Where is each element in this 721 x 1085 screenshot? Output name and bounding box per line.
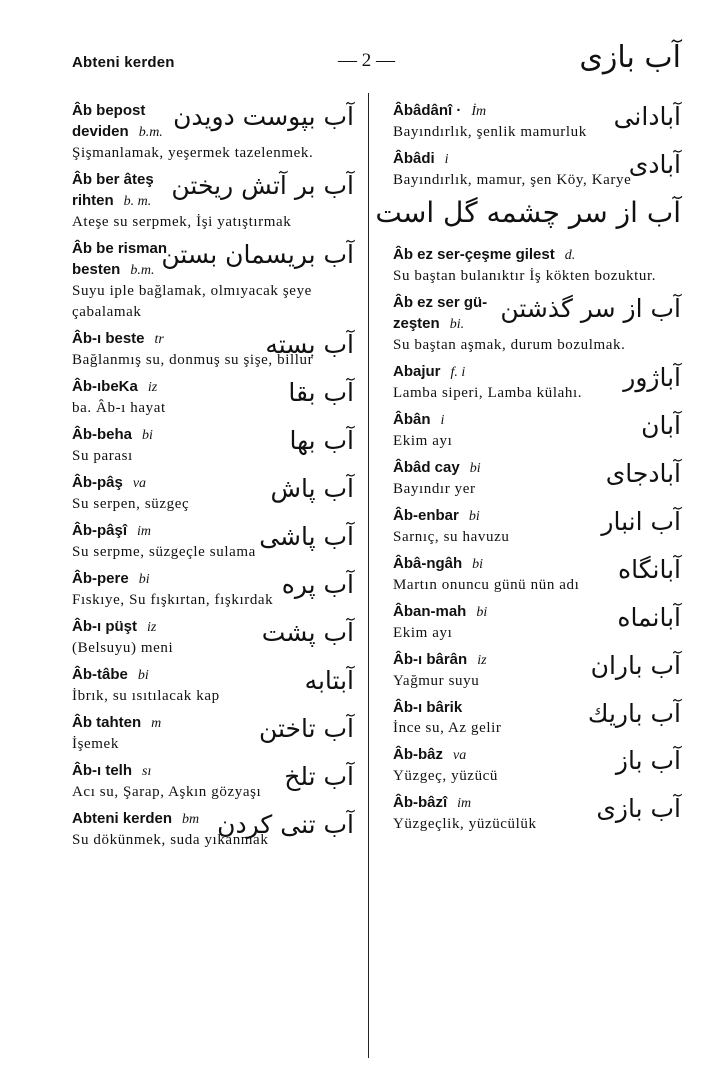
definition: Yüzgeçlik, yüzücülük	[393, 816, 537, 832]
dictionary-entry	[393, 505, 681, 548]
definition: Yüzgeç, yüzücü	[393, 768, 499, 784]
arabic-headword: آب پره	[281, 570, 354, 599]
headword-text: Âb-ıbeKa	[72, 378, 138, 395]
headword-text: Âb-pere	[72, 570, 129, 587]
dictionary-entry	[72, 664, 354, 707]
grammar-abbreviation: m	[151, 716, 162, 731]
dictionary-entry	[72, 712, 354, 755]
definition: İşemek	[72, 736, 119, 752]
dictionary-entry	[393, 744, 681, 787]
headword-text: Âb bepost	[72, 102, 146, 119]
headword-text: Âb-enbar	[393, 507, 459, 524]
grammar-abbreviation: d.	[564, 248, 576, 263]
arabic-headword: آبان	[641, 411, 681, 440]
headword-text: Âb-bâz	[393, 746, 443, 763]
arabic-headword: آب انبار	[601, 507, 681, 536]
dictionary-entry	[393, 148, 681, 191]
dictionary-entry	[393, 792, 681, 835]
dictionary-entry	[72, 520, 354, 563]
dictionary-entry	[393, 553, 681, 596]
dictionary-entry	[72, 169, 354, 233]
grammar-abbreviation: iz	[477, 653, 487, 668]
headword-text: Abteni kerden	[72, 810, 173, 827]
headword-text: Âbâdânî ·	[393, 102, 462, 119]
grammar-abbreviation: f. i	[450, 365, 466, 380]
dictionary-entry	[393, 361, 681, 404]
dictionary-entry	[393, 100, 681, 143]
grammar-abbreviation: İm	[471, 104, 487, 119]
column-divider	[368, 93, 369, 1058]
grammar-abbreviation: bi	[468, 509, 480, 524]
right-column	[375, 100, 681, 840]
dictionary-entry	[72, 238, 354, 323]
definition: Yağmur suyu	[393, 673, 480, 689]
arabic-headword: آب از سر گذشتن	[500, 294, 681, 323]
grammar-abbreviation: sı	[142, 764, 152, 779]
headword-text: Âb-ı bârân	[393, 651, 468, 668]
grammar-abbreviation: bm	[182, 812, 200, 827]
definition: Ateşe su serpmek, İşi yatıştırmak	[72, 214, 292, 230]
arabic-headword: آبادى	[628, 150, 681, 179]
grammar-abbreviation: i	[444, 152, 449, 167]
grammar-abbreviation: bi.	[449, 317, 465, 332]
page-number: — 2 —	[338, 50, 395, 71]
dictionary-entry	[393, 244, 681, 287]
definition: Şişmanlamak, yeşermek tazelenmek.	[72, 145, 314, 161]
definition: Su baştan bulanıktır İş kökten bozuktur.	[393, 268, 657, 284]
headword-text: Âbân	[393, 411, 431, 428]
headword-text: zeşten	[393, 315, 440, 332]
dictionary-entry	[393, 292, 681, 356]
headword-text: Âb-ı bârik	[393, 699, 463, 716]
arabic-headword: آب بقا	[288, 378, 354, 407]
definition: Acı su, Şarap, Aşkın gözyaşı	[72, 784, 262, 800]
dictionary-entry	[393, 409, 681, 452]
arabic-headword: آبانماه	[617, 603, 681, 632]
grammar-abbreviation: bi	[472, 557, 484, 572]
headword	[393, 244, 681, 266]
arabic-headword: آبتابه	[304, 666, 354, 695]
definition: Ekim ayı	[393, 625, 453, 641]
headword-text: Âb ez ser-çeşme gilest	[393, 246, 555, 263]
arabic-headword: آب پاشى	[259, 522, 354, 551]
dictionary-entry	[72, 376, 354, 419]
dictionary-entry	[375, 196, 681, 244]
headword-text: besten	[72, 261, 121, 278]
running-head: Abteni kerden	[72, 54, 175, 71]
headword-text: Âb-ı beste	[72, 330, 145, 347]
grammar-abbreviation: iz	[147, 620, 157, 635]
grammar-abbreviation: iz	[147, 380, 158, 395]
grammar-abbreviation: im	[457, 796, 472, 811]
arabic-headword: آب باز	[615, 746, 681, 775]
headword-text: Âb-tâbe	[72, 666, 128, 683]
arabic-headword: آب پشت	[261, 618, 354, 647]
definition: Su baştan aşmak, durum bozulmak.	[393, 337, 626, 353]
definition: Suyu iple bağlamak, olmıyacak şeye çabalamak	[72, 283, 312, 320]
headword-text: Âb-beha	[72, 426, 132, 443]
dictionary-entry	[72, 616, 354, 659]
headword-text: Âban-mah	[393, 603, 467, 620]
arabic-headword: آب بر آتش ريختن	[171, 171, 354, 200]
grammar-abbreviation: bi	[469, 461, 481, 476]
arabic-headword: آب باران	[590, 651, 681, 680]
definition: Sarnıç, su havuzu	[393, 529, 510, 545]
dictionary-entry	[72, 424, 354, 467]
definition: Bayındır yer	[393, 481, 476, 497]
arabic-headword: آب تاختن	[258, 714, 354, 743]
definition: Martın onuncu günü nün adı	[393, 577, 580, 593]
headword-text: Âb ber âteş	[72, 171, 154, 188]
arabic-headword: آب باريك	[587, 699, 681, 728]
headword-text: Âb-ı telh	[72, 762, 132, 779]
definition: Bayındırlık, şenlik mamurluk	[393, 124, 587, 140]
arabic-headword: آب تنى كردن	[217, 810, 354, 839]
headword-text: Âb-bâzî	[393, 794, 448, 811]
dictionary-entry	[72, 808, 354, 851]
grammar-abbreviation: va	[453, 748, 467, 763]
headword-text: Âbâ-ngâh	[393, 555, 463, 572]
grammar-abbreviation: va	[132, 476, 147, 491]
arabic-headword: آب تلخ	[284, 762, 354, 791]
definition: Su serpme, süzgeçle sulama	[72, 544, 256, 560]
headword-text: Âbâdi	[393, 150, 435, 167]
definition: Fıskıye, Su fışkırtan, fışkırdak	[72, 592, 274, 608]
headword-text: Âb-pâşî	[72, 522, 128, 539]
dictionary-entry	[72, 568, 354, 611]
arabic-headword: آبادانى	[613, 102, 681, 131]
arabic-headword: آباژور	[623, 363, 681, 392]
grammar-abbreviation: bi	[476, 605, 488, 620]
page-header	[72, 40, 681, 86]
headword-text: Abajur	[393, 363, 441, 380]
headword-text: deviden	[72, 123, 129, 140]
arabic-headword: آبانگاه	[617, 555, 681, 584]
grammar-abbreviation: b.m.	[130, 263, 155, 278]
definition: (Belsuyu) meni	[72, 640, 174, 656]
definition: ba. Âb-ı hayat	[72, 400, 166, 416]
grammar-abbreviation: b.m.	[138, 125, 163, 140]
left-column	[72, 100, 354, 856]
definition: İbrık, su ısıtılacak kap	[72, 688, 220, 704]
arabic-headword: آبادجاى	[605, 459, 681, 488]
arabic-headword: آب بها	[289, 426, 354, 455]
definition: Ekim ayı	[393, 433, 453, 449]
arabic-headword: آب پاش	[270, 474, 354, 503]
headword-text: Âb-pâş	[72, 474, 123, 491]
dictionary-entry	[393, 697, 681, 739]
dictionary-entry	[393, 649, 681, 692]
headword-text: Âbâd cay	[393, 459, 460, 476]
arabic-headword: آب بپوست دويدن	[173, 102, 354, 131]
grammar-abbreviation: bi	[142, 428, 153, 443]
dictionary-entry	[72, 328, 354, 371]
headword-text: Âb be risman	[72, 240, 168, 257]
definition: Su dökünmek, suda yıkanmak	[72, 832, 269, 848]
dictionary-entry	[72, 100, 354, 164]
dictionary-entry	[72, 472, 354, 515]
dictionary-entry	[72, 760, 354, 803]
headword	[393, 409, 681, 431]
definition: İnce su, Az gelir	[393, 720, 502, 736]
grammar-abbreviation: bi	[138, 572, 150, 587]
definition: Bayındırlık, mamur, şen Köy, Karye	[393, 172, 632, 188]
grammar-abbreviation: im	[137, 524, 152, 539]
definition: Lamba siperi, Lamba külahı.	[393, 385, 583, 401]
headword-text: Âb ez ser gü-	[393, 294, 488, 311]
headword-text: Âb tahten	[72, 714, 142, 731]
grammar-abbreviation: i	[440, 413, 445, 428]
definition: Bağlanmış su, donmuş su şişe, billur	[72, 352, 314, 368]
arabic-headword: آب از سر چشمه گل است	[375, 196, 681, 229]
grammar-abbreviation: bi	[137, 668, 149, 683]
arabic-headword: آب بسته	[265, 330, 354, 359]
dictionary-entry	[393, 601, 681, 644]
grammar-abbreviation: b. m.	[123, 194, 152, 209]
definition: Su parası	[72, 448, 133, 464]
arabic-headword: آب بازى	[596, 794, 681, 823]
dictionary-entry	[393, 457, 681, 500]
headword-text: rihten	[72, 192, 114, 209]
headword-text: Âb-ı püşt	[72, 618, 137, 635]
arabic-headword: آب بريسمان بستن	[161, 240, 354, 269]
definition: Su serpen, süzgeç	[72, 496, 190, 512]
grammar-abbreviation: tr	[154, 332, 164, 347]
running-head-arabic: آب بازى	[579, 40, 681, 75]
